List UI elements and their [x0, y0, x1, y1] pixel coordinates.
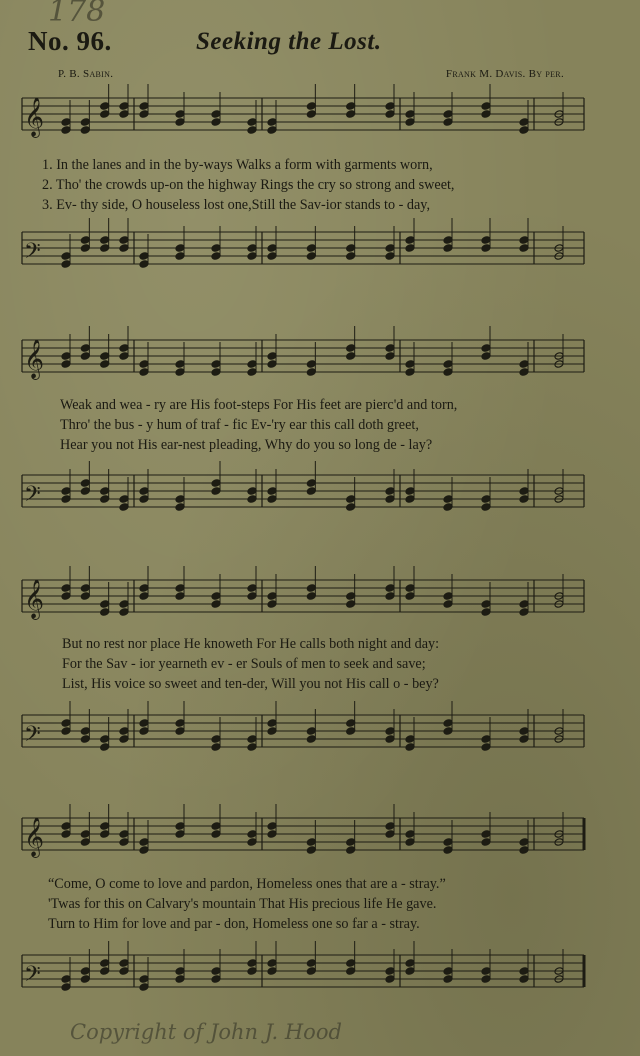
treble-clef-icon: 𝄞 [24, 339, 45, 379]
note-chord [211, 226, 221, 260]
bass-staff-2 [0, 465, 640, 525]
note-chord [519, 469, 529, 503]
note-chord [385, 949, 395, 983]
note-chord [175, 701, 185, 735]
treble-clef-icon: 𝄞 [24, 97, 45, 137]
note-chord [119, 582, 129, 616]
treble-staff-4 [0, 808, 640, 868]
note-chord [139, 469, 149, 503]
treble-clef-icon: 𝄞 [24, 579, 45, 619]
note-chord [481, 326, 491, 360]
note-chord [554, 92, 564, 126]
verse-line: Weak and wea - ry are His foot-steps For His feet are pierc'd and torn, [60, 397, 458, 413]
bass-clef-icon: 𝄢 [24, 482, 41, 512]
treble-staff-1 [0, 88, 640, 148]
note-chord [139, 234, 149, 268]
note-chord [175, 477, 185, 511]
note-chord [247, 941, 257, 975]
note-chord [554, 949, 564, 983]
note-chord [405, 218, 415, 252]
note-chord [405, 469, 415, 503]
note-chord [385, 469, 395, 503]
note-chord [139, 566, 149, 600]
note-chord [119, 709, 129, 743]
bass-staff-4 [0, 945, 640, 1005]
note-chord [61, 804, 71, 838]
note-chord [519, 949, 529, 983]
note-chord [385, 226, 395, 260]
note-chord [481, 717, 491, 751]
note-chord [211, 574, 221, 608]
note-chord [481, 218, 491, 252]
note-chord [211, 949, 221, 983]
note-chord [519, 582, 529, 616]
treble-clef-icon: 𝄞 [24, 817, 45, 857]
note-chord [346, 574, 356, 608]
note-chord [267, 941, 277, 975]
composer-credit: Frank M. Davis. By per. [445, 68, 564, 80]
note-chord [211, 804, 221, 838]
note-chord [100, 84, 110, 118]
note-chord [405, 717, 415, 751]
note-chord [247, 717, 257, 751]
note-chord [61, 566, 71, 600]
verse-line: 'Twas for this on Calvary's mountain That His precious life He gave. [48, 896, 437, 912]
note-chord [385, 326, 395, 360]
treble-staff-2 [0, 330, 640, 390]
note-chord [385, 709, 395, 743]
note-chord [211, 92, 221, 126]
note-chord [405, 566, 415, 600]
verse-line: 2. Tho' the crowds up-on the highway Rings the cry so strong and sweet, [42, 177, 455, 193]
note-chord [61, 701, 71, 735]
treble-staff-3 [0, 570, 640, 630]
note-chord [175, 949, 185, 983]
note-chord [346, 477, 356, 511]
note-chord [80, 100, 90, 134]
note-chord [175, 226, 185, 260]
note-chord [139, 342, 149, 376]
note-chord [481, 812, 491, 846]
hymn-number: No. 96. [28, 26, 112, 56]
note-chord [405, 342, 415, 376]
note-chord [385, 804, 395, 838]
verse-line: Turn to Him for love and par - don, Homeless one so far a - stray. [48, 916, 420, 932]
bass-clef-icon: 𝄢 [24, 239, 41, 269]
bass-clef-icon: 𝄢 [24, 962, 41, 992]
note-chord [247, 566, 257, 600]
note-chord [80, 709, 90, 743]
verse-line: Hear you not His ear-nest pleading, Why do you so long de - lay? [60, 437, 433, 453]
bass-clef-icon: 𝄢 [24, 722, 41, 752]
note-chord [267, 100, 277, 134]
note-chord [443, 820, 453, 854]
note-chord [443, 701, 453, 735]
note-chord [175, 804, 185, 838]
note-chord [443, 342, 453, 376]
bass-staff-1 [0, 222, 640, 282]
note-chord [61, 100, 71, 134]
note-chord [481, 949, 491, 983]
note-chord [139, 701, 149, 735]
note-chord [100, 334, 110, 368]
note-chord [306, 342, 316, 376]
note-chord [306, 820, 316, 854]
note-chord [519, 342, 529, 376]
note-chord [385, 566, 395, 600]
note-chord [247, 226, 257, 260]
note-chord [385, 84, 395, 118]
note-chord [80, 949, 90, 983]
note-chord [481, 84, 491, 118]
note-chord [519, 218, 529, 252]
note-chord [346, 941, 356, 975]
note-chord [139, 957, 149, 991]
note-chord [306, 84, 316, 118]
note-chord [481, 477, 491, 511]
bass-staff-3 [0, 705, 640, 765]
note-chord [554, 226, 564, 260]
note-chord [405, 941, 415, 975]
note-chord [346, 820, 356, 854]
note-chord [119, 326, 129, 360]
note-chord [100, 941, 110, 975]
note-chord [61, 234, 71, 268]
note-chord [554, 469, 564, 503]
note-chord [211, 461, 221, 495]
note-chord [519, 100, 529, 134]
note-chord [443, 574, 453, 608]
note-chord [247, 469, 257, 503]
note-chord [80, 326, 90, 360]
note-chord [139, 84, 149, 118]
note-chord [80, 566, 90, 600]
note-chord [306, 461, 316, 495]
note-chord [139, 820, 149, 854]
note-chord [443, 949, 453, 983]
note-chord [554, 574, 564, 608]
note-chord [306, 226, 316, 260]
note-chord [554, 334, 564, 368]
note-chord [119, 941, 129, 975]
note-chord [267, 334, 277, 368]
verse-line: 3. Ev- thy side, O houseless lost one,Still the Sav-ior stands to - day, [42, 197, 431, 213]
note-chord [519, 709, 529, 743]
note-chord [61, 957, 71, 991]
note-chord [306, 941, 316, 975]
note-chord [346, 84, 356, 118]
verse-line: Thro' the bus - y hum of traf - fic Ev-'ry ear this call doth greet, [60, 417, 419, 433]
note-chord [80, 812, 90, 846]
note-chord [211, 717, 221, 751]
note-chord [405, 812, 415, 846]
hymn-header [0, 26, 640, 66]
verse-line: List, His voice so sweet and ten-der, Will you not His call o - bey? [62, 676, 439, 692]
note-chord [175, 342, 185, 376]
note-chord [100, 469, 110, 503]
note-chord [481, 582, 491, 616]
note-chord [346, 226, 356, 260]
lyricist-credit: P. B. Sabin. [58, 68, 114, 80]
note-chord [119, 84, 129, 118]
note-chord [211, 342, 221, 376]
note-chord [175, 92, 185, 126]
note-chord [80, 218, 90, 252]
note-chord [267, 469, 277, 503]
note-chord [100, 218, 110, 252]
note-chord [119, 477, 129, 511]
note-chord [267, 804, 277, 838]
note-chord [346, 701, 356, 735]
note-chord [100, 717, 110, 751]
verse-line: 1. In the lanes and in the by-ways Walks a form with garments worn, [42, 157, 433, 173]
note-chord [443, 218, 453, 252]
note-chord [405, 92, 415, 126]
verse-line: But no rest nor place He knoweth For He calls both night and day: [62, 636, 440, 652]
note-chord [519, 820, 529, 854]
note-chord [306, 709, 316, 743]
note-chord [80, 461, 90, 495]
note-chord [346, 326, 356, 360]
verse-line: “Come, O come to love and pardon, Homeless ones that are a - stray.” [48, 876, 446, 892]
handwritten-copyright-note: Copyright of John J. Hood [70, 1020, 342, 1044]
note-chord [100, 804, 110, 838]
note-chord [554, 709, 564, 743]
note-chord [119, 218, 129, 252]
note-chord [61, 469, 71, 503]
note-chord [247, 100, 257, 134]
note-chord [100, 582, 110, 616]
note-chord [267, 226, 277, 260]
note-chord [247, 342, 257, 376]
note-chord [306, 566, 316, 600]
note-chord [443, 477, 453, 511]
handwritten-page-mark: 178 [48, 0, 106, 29]
note-chord [247, 812, 257, 846]
note-chord [175, 566, 185, 600]
note-chord [61, 334, 71, 368]
verse-line: For the Sav - ior yearneth ev - er Souls of men to seek and save; [62, 656, 426, 672]
note-chord [554, 812, 564, 846]
note-chord [443, 92, 453, 126]
note-chord [119, 812, 129, 846]
hymn-title: Seeking the Lost. [196, 28, 382, 55]
note-chord [267, 574, 277, 608]
note-chord [267, 701, 277, 735]
